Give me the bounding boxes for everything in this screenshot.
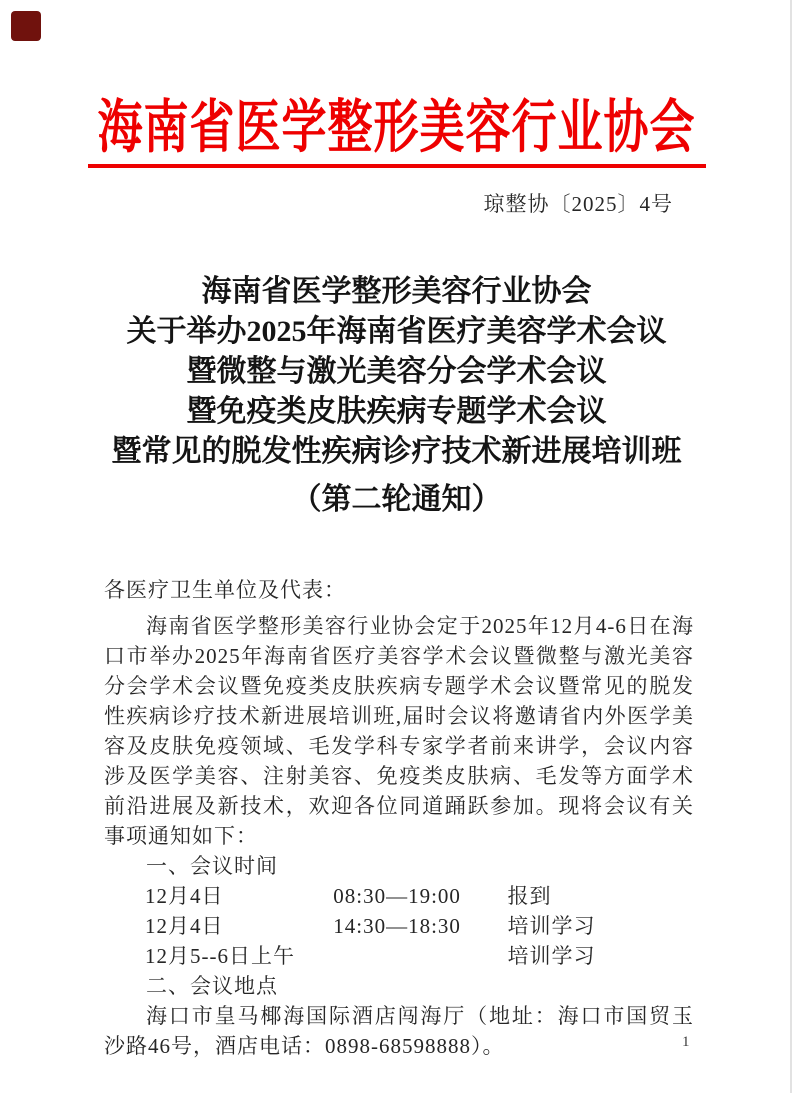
title-line: 关于举办2025年海南省医疗美容学术会议 [126, 315, 667, 348]
schedule-date: 12月5--6日上午 [145, 944, 295, 968]
section-2-heading: 二、会议地点 [146, 974, 278, 998]
section-1-heading: 一、会议时间 [146, 854, 278, 878]
salutation: 各医疗卫生单位及代表： [104, 578, 346, 602]
title-line: 暨常见的脱发性疾病诊疗技术新进展培训班 [111, 435, 682, 468]
document-title [40, 272, 753, 520]
schedule-table [104, 881, 694, 971]
schedule-row [104, 941, 694, 971]
venue-paragraph: 海口市皇马椰海国际酒店闯海厅（地址：海口市国贸玉沙路46号，酒店电话：0898-68598888）。 [104, 1004, 694, 1058]
org-header-title: 海南省医学整形美容行业协会 [97, 95, 696, 160]
intro-paragraph: 海南省医学整形美容行业协会定于2025年12月4-6日在海口市举办2025年海南省医疗美容学术会议暨微整与激光美容分会学术会议暨免疫类皮肤疾病专题学术会议暨常见的脱发性疾病诊疗技术新进展培训班,届时会议将邀请省内外医学美容及皮肤免疫领域、毛发学科专家学者前来讲学，会议内容涉及医学美容、注射美容、免疫类皮肤病、毛发等方面学术前沿进展及新技术，欢迎各位同道踊跃参加。现将会议有关事项通知如下： [104, 614, 694, 848]
title-subtitle: （第二轮通知） [291, 483, 502, 516]
schedule-time: 14:30—18:30 [333, 914, 461, 938]
title-line: 暨免疫类皮肤疾病专题学术会议 [186, 395, 607, 428]
page-number: 1 [682, 1034, 690, 1050]
schedule-activity: 培训学习 [507, 914, 596, 938]
schedule-date: 12月4日 [145, 914, 224, 938]
scan-edge-line [790, 0, 792, 1093]
schedule-time: 08:30—19:00 [333, 884, 461, 908]
corner-mark [11, 11, 41, 41]
schedule-date: 12月4日 [145, 884, 224, 908]
title-line: 海南省医学整形美容行业协会 [201, 275, 592, 308]
document-body [104, 575, 694, 1061]
schedule-activity: 报到 [507, 884, 552, 908]
title-line: 暨微整与激光美容分会学术会议 [186, 355, 607, 388]
doc-number: 琼整协〔2025〕4号 [483, 192, 673, 216]
schedule-row [104, 881, 694, 911]
header-divider [88, 164, 706, 168]
schedule-row [104, 911, 694, 941]
schedule-activity: 培训学习 [507, 944, 596, 968]
